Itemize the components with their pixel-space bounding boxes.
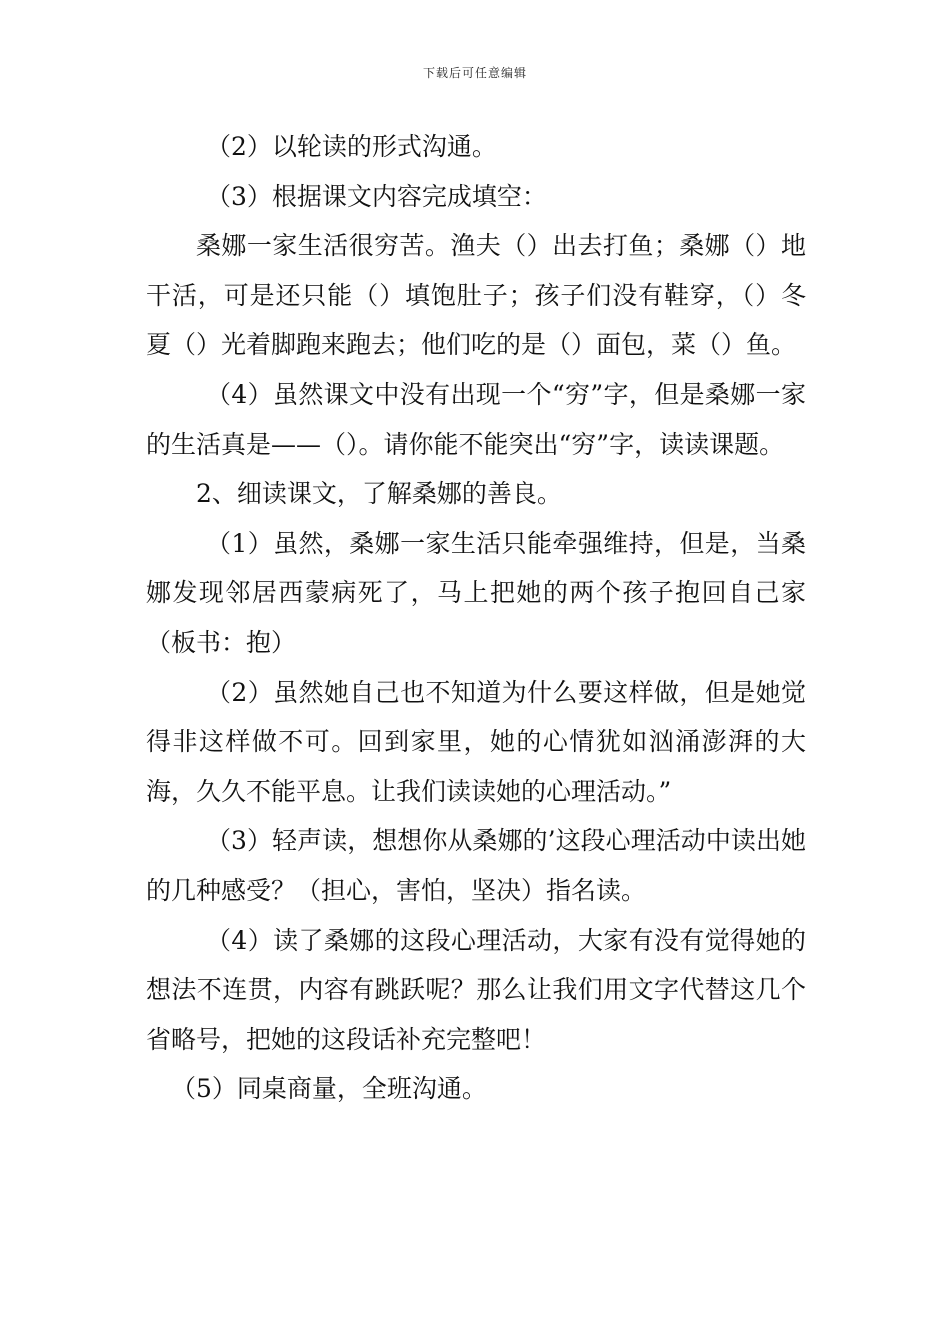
paragraph-detail-3: （3）轻声读，想想你从桑娜的’这段心理活动中读出她的几种感受？（担心，害怕，坚决）指名读。 — [146, 826, 806, 905]
paragraph-detail-2: （2）虽然她自己也不知道为什么要这样做，但是她觉得非这样做不可。回到家里，她的心情犹如汹涌澎湃的大海，久久不能平息。让我们读读她的心理活动。” — [146, 677, 806, 806]
paragraph-detail-5: （5）同桌商量，全班沟通。 — [171, 1074, 487, 1104]
paragraph-detail-1: （1）虽然，桑娜一家生活只能牵强维持，但是，当桑娜发现邻居西蒙病死了，马上把她的两个孩子抱回自己家（板书：抱） — [146, 528, 806, 657]
paragraph-step-4-poor-word: （4）虽然课文中没有出现一个“穷”字，但是桑娜一家的生活真是——（）。请你能不能突出“穷”字，读读课题。 — [146, 379, 806, 459]
paragraph-step-3-fill-blanks: （3）根据课文内容完成填空： — [206, 181, 547, 211]
document-body — [146, 122, 806, 1114]
paragraph-section-2-heading: 2、细读课文，了解桑娜的善良。 — [196, 479, 562, 509]
paragraph-step-2-read-in-turn: （2）以轮读的形式沟通。 — [206, 132, 497, 161]
paragraph-detail-4: （4）读了桑娜的这段心理活动，大家有没有觉得她的想法不连贯，内容有跳跃呢？那么让我们用文字代替这几个省略号，把她的这段话补充完整吧！ — [146, 925, 806, 1054]
paragraph-fill-in-blank-exercise: 桑娜一家生活很穷苦。渔夫（）出去打鱼；桑娜（）地干活，可是还只能（）填饱肚子；孩子们没有鞋穿，（）冬夏（）光着脚跑来跑去；他们吃的是（）面包，菜（）鱼。 — [146, 231, 806, 360]
page-header: 下载后可任意编辑 — [422, 66, 527, 80]
